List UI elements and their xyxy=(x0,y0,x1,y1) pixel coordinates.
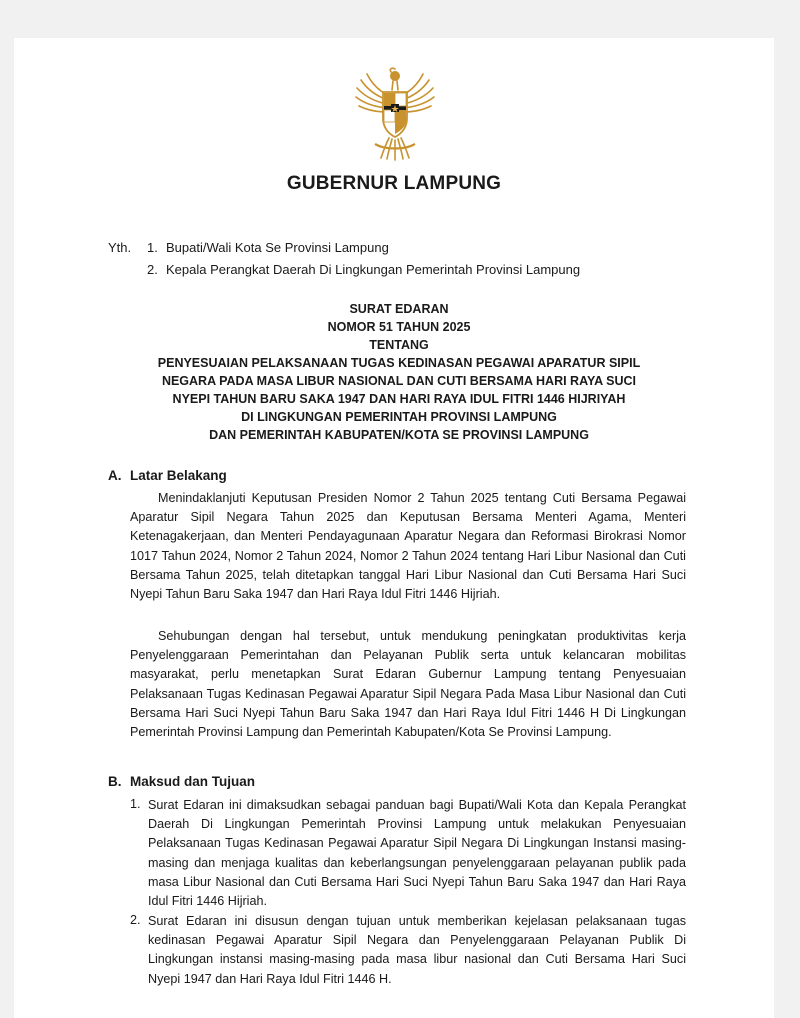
letter-subject-line: NEGARA PADA MASA LIBUR NASIONAL DAN CUTI BERSAMA HARI RAYA SUCI xyxy=(161,374,637,388)
letter-number: NOMOR 51 TAHUN 2025 xyxy=(327,320,471,334)
letter-subject-line: NYEPI TAHUN BARU SAKA 1947 DAN HARI RAYA IDUL FITRI 1446 HIJRIYAH xyxy=(172,392,626,406)
letter-subject-line: DAN PEMERINTAH KABUPATEN/KOTA SE PROVINSI LAMPUNG xyxy=(209,428,589,442)
garuda-emblem-icon xyxy=(353,66,437,162)
letter-subject-line: PENYESUAIAN PELAKSANAAN TUGAS KEDINASAN PEGAWAI APARATUR SIPIL xyxy=(157,356,641,370)
letter-type: SURAT EDARAN xyxy=(349,302,449,316)
document-page xyxy=(14,38,774,1018)
list-item-number: 2. xyxy=(130,913,141,927)
governor-title: GUBERNUR LAMPUNG xyxy=(286,173,502,194)
letter-about-label: TENTANG xyxy=(369,338,429,352)
section-a-letter: A. xyxy=(108,468,122,483)
section-a-title: Latar Belakang xyxy=(130,468,227,483)
recipient-text: Bupati/Wali Kota Se Provinsi Lampung xyxy=(166,240,389,255)
section-a-paragraph: Sehubungan dengan hal tersebut, untuk mendukung peningkatan produktivitas kerja Penyelenggaraan Pemerintahan dan Pelayanan Publik serta untuk kelancaran mobilitas masyarakat, perlu menetapkan Surat Edaran Gubernur Lampung tentang Penyesuaian Pelaksanaan Tugas Kedinasan Pegawai Aparatur Sipil Negara Pada Masa Libur Nasional dan Cuti Bersama Hari Suci Nyepi Tahun Baru Saka 1947 dan Hari Raya Idul Fitri 1446 H Di Lingkungan Pemerintah Provinsi Lampung dan Pemerintah Kabupaten/Kota Se Provinsi Lampung. xyxy=(130,629,686,740)
recipient-number: 2. xyxy=(147,262,158,277)
section-a-paragraph: Menindaklanjuti Keputusan Presiden Nomor 2 Tahun 2025 tentang Cuti Bersama Pegawai Aparatur Sipil Negara Tahun 2025 dan Keputusan Bersama Menteri Agama, Menteri Ketenagakerjaan, dan Menteri Pendayagunaan Aparatur Negara dan Reformasi Birokrasi Nomor 1017 Tahun 2024, Nomor 2 Tahun 2024, Nomor 2 Tahun 2024 tentang Hari Libur Nasional dan Cuti Bersama Tahun 2025, telah ditetapkan tanggal Hari Libur Nasional dan Cuti Bersama Hari Suci Nyepi Tahun Baru Saka 1947 dan Hari Raya Idul Fitri 1446 Hijriah. xyxy=(130,491,686,602)
recipient-number: 1. xyxy=(147,240,158,255)
section-b-title: Maksud dan Tujuan xyxy=(130,774,256,789)
list-item-text: Surat Edaran ini dimaksudkan sebagai panduan bagi Bupati/Wali Kota dan Kepala Perangkat Daerah Di Lingkungan Pemerintah Provinsi Lampung untuk melakukan Penyesuaian Pelaksanaan Tugas Kedinasan Pegawai Aparatur Sipil Negara Di Lingkungan Instansi masing-masing dan menjaga kualitas dan keberlangsungan penyelenggaraan pelayanan publik pada masa Libur Nasional dan Cuti Bersama Hari Suci Nyepi Tahun Baru Saka 1947 dan Hari Raya Idul Fitri 1446 Hijriah. xyxy=(148,798,686,909)
letter-subject-line: DI LINGKUNGAN PEMERINTAH PROVINSI LAMPUNG xyxy=(241,410,557,424)
section-b-letter: B. xyxy=(108,774,122,789)
list-item-text: Surat Edaran ini disusun dengan tujuan untuk memberikan kejelasan pelaksanaan tugas kedinasan Pegawai Aparatur Sipil Negara dan Penyelenggaraan Pelayanan Publik Di Lingkungan instansi masing-masing pada masa libur nasional dan Cuti Bersama Hari Suci Nyepi 1947 dan Hari Raya Idul Fitri 1446 H. xyxy=(148,914,686,986)
recipient-prefix: Yth. xyxy=(108,240,132,255)
list-item-number: 1. xyxy=(130,797,141,811)
recipient-text: Kepala Perangkat Daerah Di Lingkungan Pemerintah Provinsi Lampung xyxy=(166,262,581,277)
